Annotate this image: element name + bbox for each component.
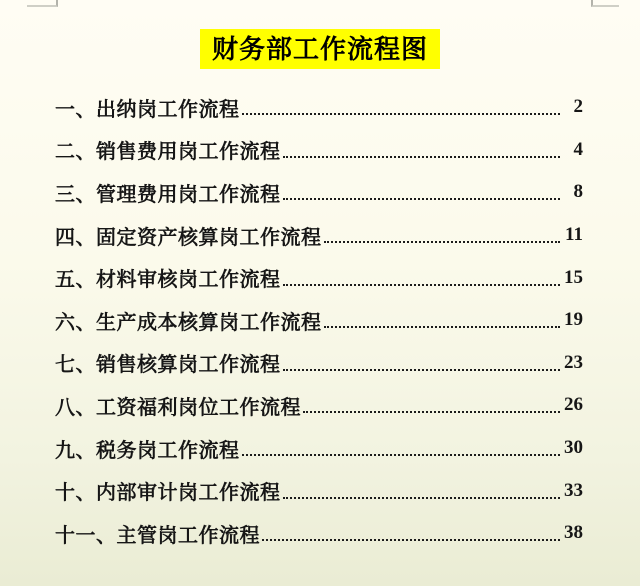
dotted-leader (262, 525, 560, 541)
toc-entry[interactable] (55, 171, 583, 214)
toc-entry-page-number[interactable]: 30 (564, 437, 583, 459)
cropped-frame-corner-left (27, 0, 58, 7)
cropped-frame-corner-right (591, 0, 619, 7)
dotted-leader (242, 440, 561, 456)
toc-entry-label[interactable]: 十一、主管岗工作流程 (55, 524, 260, 547)
dotted-leader (283, 184, 561, 200)
table-of-contents (0, 86, 640, 555)
toc-entry-page-number[interactable]: 23 (564, 351, 583, 373)
toc-entry-page-number[interactable]: 33 (564, 479, 583, 501)
toc-entry-page-number[interactable]: 8 (573, 181, 583, 203)
toc-entry-label[interactable]: 四、固定资产核算岗工作流程 (55, 226, 322, 249)
toc-entry-page-number[interactable]: 2 (573, 96, 583, 118)
document-title: 财务部工作流程图 (200, 29, 440, 69)
toc-entry[interactable] (55, 469, 583, 512)
dotted-leader (324, 227, 561, 243)
dotted-leader (283, 355, 561, 371)
toc-entry[interactable] (55, 214, 583, 257)
toc-entry[interactable] (55, 512, 583, 555)
toc-entry-page-number[interactable]: 4 (573, 138, 583, 160)
dotted-leader (324, 312, 561, 328)
toc-entry-page-number[interactable]: 26 (564, 394, 583, 416)
dotted-leader (283, 483, 561, 499)
toc-entry-label[interactable]: 七、销售核算岗工作流程 (55, 354, 281, 377)
dotted-leader (242, 99, 561, 115)
toc-entry[interactable] (55, 256, 583, 299)
toc-entry[interactable] (55, 129, 583, 172)
toc-entry-label[interactable]: 九、税务岗工作流程 (55, 439, 240, 462)
dotted-leader (303, 397, 560, 413)
toc-entry-label[interactable]: 六、生产成本核算岗工作流程 (55, 311, 322, 334)
title-bar (0, 0, 640, 69)
toc-entry[interactable] (55, 384, 583, 427)
dotted-leader (283, 270, 561, 286)
toc-entry[interactable] (55, 427, 583, 470)
toc-entry[interactable] (55, 342, 583, 385)
toc-entry-page-number[interactable]: 19 (564, 309, 583, 331)
toc-entry-label[interactable]: 十、内部审计岗工作流程 (55, 482, 281, 505)
toc-entry-page-number[interactable]: 38 (564, 522, 583, 544)
toc-entry[interactable] (55, 86, 583, 129)
toc-entry-page-number[interactable]: 15 (564, 266, 583, 288)
toc-entry-label[interactable]: 八、工资福利岗位工作流程 (55, 396, 301, 419)
toc-entry-label[interactable]: 三、管理费用岗工作流程 (55, 183, 281, 206)
toc-entry[interactable] (55, 299, 583, 342)
toc-entry-page-number[interactable]: 11 (565, 224, 583, 246)
toc-entry-label[interactable]: 五、材料审核岗工作流程 (55, 269, 281, 292)
dotted-leader (283, 142, 561, 158)
toc-entry-label[interactable]: 二、销售费用岗工作流程 (55, 141, 281, 164)
toc-entry-label[interactable]: 一、出纳岗工作流程 (55, 98, 240, 121)
